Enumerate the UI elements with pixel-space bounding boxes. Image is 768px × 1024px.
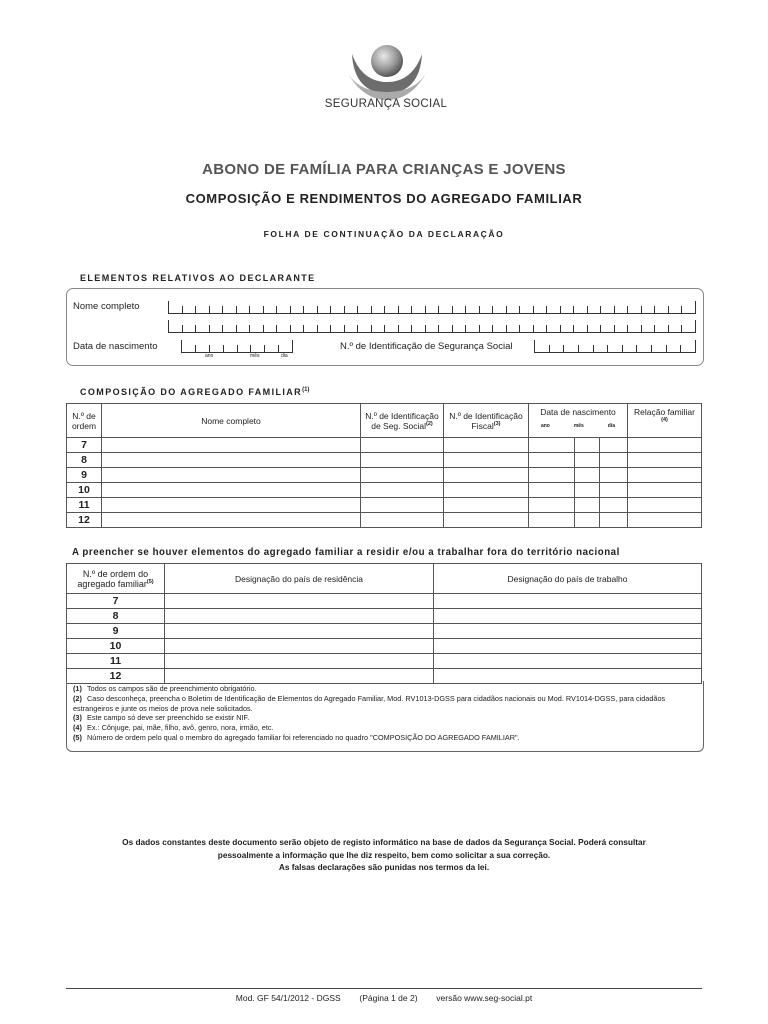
tick-mark (236, 306, 237, 313)
tick-mark (344, 325, 345, 332)
niss-cell[interactable] (361, 483, 444, 498)
tick-mark (614, 306, 615, 313)
note-number: (5) (73, 733, 82, 742)
tick-mark (627, 306, 628, 313)
notes-box (66, 681, 704, 752)
tick-mark (263, 306, 264, 313)
household-section-title (80, 387, 309, 397)
tick-mark (168, 320, 169, 332)
niss-field[interactable] (534, 340, 696, 353)
footer-page: (Página 1 de 2) (359, 993, 418, 1003)
work-cell[interactable] (434, 594, 702, 609)
tick-mark (195, 325, 196, 332)
tick-mark (195, 345, 196, 352)
household-table (66, 403, 702, 528)
tick-mark (573, 306, 574, 313)
tick-mark (384, 306, 385, 313)
date-part-month: mês (250, 353, 260, 359)
nif-cell[interactable] (444, 468, 529, 483)
tick-mark (563, 345, 564, 352)
tick-mark (546, 325, 547, 332)
table-row (67, 483, 702, 498)
name-cell[interactable] (102, 483, 361, 498)
tick-mark (276, 325, 277, 332)
tick-mark (695, 340, 696, 352)
relation-note-ref: (4) (661, 417, 668, 424)
col-birth-year: ano (540, 423, 550, 429)
birth-cell[interactable] (529, 498, 628, 513)
relation-cell[interactable] (628, 438, 702, 453)
tick-mark (222, 306, 223, 313)
table-row (67, 453, 702, 468)
nif-cell[interactable] (444, 498, 529, 513)
household-note-ref: (1) (302, 387, 310, 393)
tick-mark (593, 345, 594, 352)
tick-mark (249, 325, 250, 332)
col-niss (361, 404, 444, 438)
tick-mark (600, 306, 601, 313)
residence-cell[interactable] (165, 609, 434, 624)
tick-mark (452, 306, 453, 313)
tick-mark (578, 345, 579, 352)
birth-cell[interactable] (529, 483, 628, 498)
relation-cell[interactable] (628, 468, 702, 483)
tick-mark (237, 345, 238, 352)
tick-mark (587, 325, 588, 332)
tick-mark (411, 325, 412, 332)
note-number: (2) (73, 694, 82, 703)
birth-cell[interactable] (529, 453, 628, 468)
tick-mark (651, 345, 652, 352)
tick-mark (209, 306, 210, 313)
tick-mark (278, 345, 279, 352)
tick-mark (695, 301, 696, 313)
tick-mark (695, 320, 696, 332)
tick-mark (614, 325, 615, 332)
tick-mark (357, 325, 358, 332)
footer-version: versão www.seg-social.pt (436, 993, 533, 1003)
declarant-section-title: ELEMENTOS RELATIVOS AO DECLARANTE (80, 273, 316, 283)
birth-date-label: Data de nascimento (73, 341, 158, 352)
tick-mark (519, 325, 520, 332)
table-row (67, 624, 702, 639)
logo-text: SEGURANÇA SOCIAL (324, 98, 448, 110)
residence-cell[interactable] (165, 624, 434, 639)
tick-mark (465, 306, 466, 313)
tick-mark (264, 345, 265, 352)
work-cell[interactable] (434, 654, 702, 669)
tick-mark (681, 306, 682, 313)
tick-mark (519, 306, 520, 313)
table-row (67, 513, 702, 528)
name-cell[interactable] (102, 468, 361, 483)
niss-cell[interactable] (361, 513, 444, 528)
note-text: Ex.: Cônjuge, pai, mãe, filho, avô, genro, nora, irmão, etc. (87, 723, 274, 732)
tick-mark (371, 306, 372, 313)
col-abroad-order-line1: N.º de ordem do (82, 568, 149, 579)
note-number: (3) (73, 713, 82, 722)
row-order: 11 (67, 654, 165, 669)
form-title: ABONO DE FAMÍLIA PARA CRIANÇAS E JOVENS (202, 161, 566, 178)
tick-mark (371, 325, 372, 332)
tick-mark (492, 306, 493, 313)
col-work: Designação do país de trabalho (434, 564, 702, 594)
col-nif-text: N.º de Identificação Fiscal (449, 410, 523, 431)
name-label: Nome completo (73, 301, 140, 312)
tick-mark (533, 325, 534, 332)
note-item (73, 713, 697, 723)
tick-mark (317, 306, 318, 313)
row-order: 7 (67, 594, 165, 609)
date-part-day: dia (281, 353, 288, 359)
disclaimer-line1: Os dados constantes deste documento serão objeto de registo informático na base de dados da Segurança Social. Poderá consultar (122, 837, 646, 847)
note-text: Número de ordem pelo qual o membro do agregado familiar foi referenciado no quadro "COMPOSIÇÃO DO AGREGADO FAMILIAR". (87, 733, 520, 742)
niss-cell[interactable] (361, 438, 444, 453)
birth-cell[interactable] (529, 438, 628, 453)
note-item (73, 733, 697, 743)
tick-mark (479, 306, 480, 313)
tick-mark (250, 345, 251, 352)
col-birth-day: dia (607, 423, 616, 429)
tick-mark (168, 301, 169, 313)
abroad-table (66, 563, 702, 684)
row-order: 12 (67, 669, 165, 684)
residence-cell[interactable] (165, 654, 434, 669)
tick-mark (636, 345, 637, 352)
col-relation-text: Relação familiar (634, 407, 695, 417)
tick-mark (668, 306, 669, 313)
tick-mark (654, 325, 655, 332)
sheet-title: FOLHA DE CONTINUAÇÃO DA DECLARAÇÃO (263, 229, 505, 239)
row-order: 9 (67, 624, 165, 639)
col-residence: Designação do país de residência (165, 564, 434, 594)
note-item (73, 684, 697, 694)
tick-mark (465, 325, 466, 332)
col-abroad-order-line2: agregado familiar (77, 578, 147, 589)
table-row (67, 438, 702, 453)
tick-mark (546, 306, 547, 313)
footer (0, 993, 768, 1003)
work-cell[interactable] (434, 609, 702, 624)
row-order: 7 (67, 438, 102, 453)
tick-mark (398, 306, 399, 313)
work-cell[interactable] (434, 624, 702, 639)
col-birth-text: Data de nascimento (540, 407, 616, 417)
name-cell[interactable] (102, 438, 361, 453)
tick-mark (600, 325, 601, 332)
name-cell[interactable] (102, 513, 361, 528)
tick-mark (303, 325, 304, 332)
table-row (67, 594, 702, 609)
footer-model: Mod. GF 54/1/2012 - DGSS (235, 993, 341, 1003)
disclaimer (60, 836, 708, 874)
disclaimer-line2: pessoalmente a informação que lhe diz respeito, bem como solicitar a sua correção. (217, 849, 551, 860)
tick-mark (654, 306, 655, 313)
nif-cell[interactable] (444, 438, 529, 453)
tick-mark (668, 325, 669, 332)
residence-cell[interactable] (165, 594, 434, 609)
name-field-line2[interactable] (168, 320, 696, 333)
tick-mark (607, 345, 608, 352)
tick-mark (236, 325, 237, 332)
tick-mark (195, 306, 196, 313)
tick-mark (209, 325, 210, 332)
tick-mark (181, 340, 182, 352)
tick-mark (344, 306, 345, 313)
tick-mark (533, 306, 534, 313)
tick-mark (680, 345, 681, 352)
tick-mark (506, 325, 507, 332)
tick-mark (276, 306, 277, 313)
relation-cell[interactable] (628, 453, 702, 468)
name-cell[interactable] (102, 498, 361, 513)
note-item (73, 694, 697, 713)
row-order: 10 (67, 639, 165, 654)
tick-mark (534, 340, 535, 352)
tick-mark (290, 325, 291, 332)
tick-mark (182, 306, 183, 313)
tick-mark (317, 325, 318, 332)
col-order: N.º de ordem (67, 404, 102, 438)
row-order: 8 (67, 609, 165, 624)
row-order: 11 (67, 498, 102, 513)
tick-mark (438, 306, 439, 313)
table-row (67, 468, 702, 483)
tick-mark (492, 325, 493, 332)
row-order: 9 (67, 468, 102, 483)
note-text: Caso desconheça, preencha o Boletim de Identificação de Elementos do Agregado Familiar, Mod. RV1013-DGSS para cidadãos nacionais ou Mod. RV1014-DGSS, para cidadãos estrangeiros e junte os meios de prova nele solicitados. (73, 694, 666, 713)
table-row (67, 609, 702, 624)
tick-mark (549, 345, 550, 352)
tick-mark (452, 325, 453, 332)
table-row (67, 498, 702, 513)
note-text: Todos os campos são de preenchimento obrigatório. (87, 684, 257, 693)
tick-mark (249, 306, 250, 313)
tick-mark (560, 306, 561, 313)
residence-cell[interactable] (165, 639, 434, 654)
col-abroad-order (67, 564, 165, 594)
name-field-line1[interactable] (168, 301, 696, 314)
birth-cell[interactable] (529, 513, 628, 528)
tick-mark (290, 306, 291, 313)
relation-cell[interactable] (628, 498, 702, 513)
tick-mark (292, 340, 293, 352)
tick-mark (182, 325, 183, 332)
tick-mark (666, 345, 667, 352)
tick-mark (263, 325, 264, 332)
tick-mark (330, 306, 331, 313)
table-row (67, 639, 702, 654)
tick-mark (303, 306, 304, 313)
tick-mark (398, 325, 399, 332)
tick-mark (622, 345, 623, 352)
row-order: 8 (67, 453, 102, 468)
col-nif (444, 404, 529, 438)
tick-mark (479, 325, 480, 332)
footer-divider (66, 988, 702, 989)
abroad-title: A preencher se houver elementos do agregado familiar a residir e/ou a trabalhar fora do território nacional (72, 547, 620, 558)
tick-mark (641, 306, 642, 313)
note-item (73, 723, 697, 733)
tick-mark (223, 345, 224, 352)
tick-mark (357, 306, 358, 313)
tick-mark (627, 325, 628, 332)
tick-mark (384, 325, 385, 332)
nif-cell[interactable] (444, 513, 529, 528)
tick-mark (222, 325, 223, 332)
relation-cell[interactable] (628, 483, 702, 498)
tick-mark (425, 325, 426, 332)
row-order: 10 (67, 483, 102, 498)
tick-mark (573, 325, 574, 332)
abroad-order-note-ref: (5) (146, 578, 154, 585)
col-relation (628, 404, 702, 438)
relation-cell[interactable] (628, 513, 702, 528)
col-birth (529, 404, 628, 438)
note-number: (1) (73, 684, 82, 693)
work-cell[interactable] (434, 639, 702, 654)
nif-note-ref: (3) (493, 420, 501, 427)
note-number: (4) (73, 723, 82, 732)
note-text: Este campo só deve ser preenchido se existir NIF. (87, 713, 250, 722)
tick-mark (209, 345, 210, 352)
tick-mark (560, 325, 561, 332)
tick-mark (641, 325, 642, 332)
row-order: 12 (67, 513, 102, 528)
nif-cell[interactable] (444, 453, 529, 468)
tick-mark (438, 325, 439, 332)
name-cell[interactable] (102, 453, 361, 468)
tick-mark (425, 306, 426, 313)
col-niss-text: N.º de Identificação de Seg. Social (365, 410, 439, 431)
col-name: Nome completo (102, 404, 361, 438)
col-birth-month: mês (573, 423, 584, 429)
niss-cell[interactable] (361, 453, 444, 468)
table-row (67, 654, 702, 669)
niss-cell[interactable] (361, 498, 444, 513)
tick-mark (681, 325, 682, 332)
birth-cell[interactable] (529, 468, 628, 483)
niss-cell[interactable] (361, 468, 444, 483)
disclaimer-line3: As falsas declarações são punidas nos termos da lei. (278, 862, 490, 872)
birth-date-field[interactable] (181, 340, 293, 353)
niss-note-ref: (2) (426, 420, 433, 427)
tick-mark (330, 325, 331, 332)
date-part-year: ano (205, 353, 214, 359)
tick-mark (587, 306, 588, 313)
form-subtitle: COMPOSIÇÃO E RENDIMENTOS DO AGREGADO FAMILIAR (185, 191, 583, 206)
household-section-title-text: COMPOSIÇÃO DO AGREGADO FAMILIAR (80, 387, 303, 397)
tick-mark (506, 306, 507, 313)
nif-cell[interactable] (444, 483, 529, 498)
niss-label: N.º de Identificação de Segurança Social (340, 341, 513, 352)
tick-mark (411, 306, 412, 313)
